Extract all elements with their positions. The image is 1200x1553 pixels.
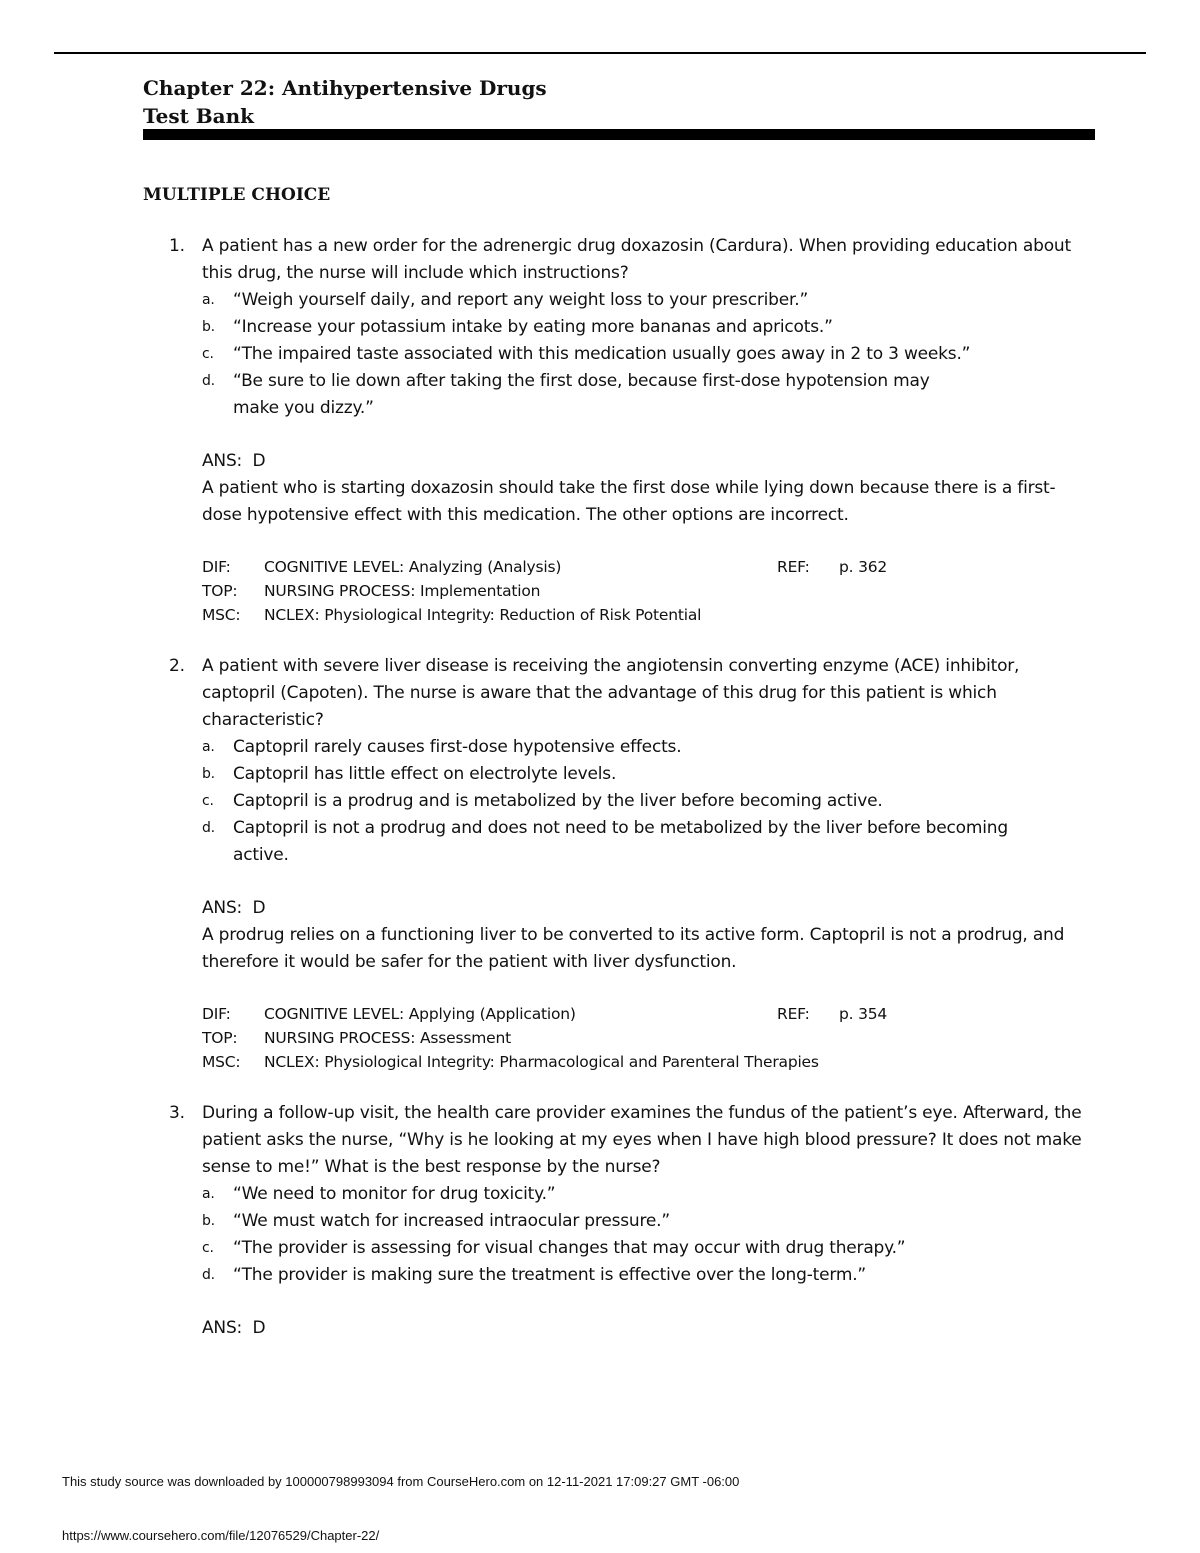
options-list — [202, 1181, 1093, 1289]
meta-msc: MSC: NCLEX: Physiological Integrity: Reduction of Risk Potential — [202, 606, 702, 624]
question-stem: A patient has a new order for the adrenergic drug doxazosin (Cardura). When providing education about this drug, the nurse will include which instructions? — [202, 236, 1071, 283]
option-letter: b. — [202, 766, 215, 782]
option-text: “The provider is making sure the treatment is effective over the long-term.” — [233, 1265, 867, 1285]
option-text: Captopril has little effect on electrolyte levels. — [233, 764, 617, 784]
msc-value: NCLEX: Physiological Integrity: Reduction of Risk Potential — [264, 606, 702, 624]
option-text: “Weigh yourself daily, and report any weight loss to your prescriber.” — [233, 290, 809, 310]
option-letter: c. — [202, 1240, 214, 1256]
option-d — [202, 1262, 1093, 1289]
question-metadata — [202, 555, 1093, 627]
option-text: Captopril is not a prodrug and does not need to be metabolized by the liver before becoming active. — [233, 818, 1008, 865]
option-text: “The impaired taste associated with this medication usually goes away in 2 to 3 weeks.” — [233, 344, 971, 364]
option-letter: c. — [202, 793, 214, 809]
option-text: Captopril is a prodrug and is metabolized by the liver before becoming active. — [233, 791, 883, 811]
chapter-title: Chapter 22: Antihypertensive Drugs — [143, 76, 547, 100]
dif-value: COGNITIVE LEVEL: Analyzing (Analysis) — [264, 558, 562, 576]
option-d — [202, 368, 1093, 422]
option-b — [202, 314, 1093, 341]
option-text: Captopril rarely causes first-dose hypotensive effects. — [233, 737, 682, 757]
option-letter: a. — [202, 292, 215, 308]
rationale: A patient who is starting doxazosin should take the first dose while lying down because there is a first-dose hypotensive effect with this medication. The other options are incorrect. — [202, 478, 1056, 525]
top-value: NURSING PROCESS: Assessment — [264, 1029, 511, 1047]
answer-line — [202, 895, 1093, 922]
answer-label: ANS: — [202, 451, 243, 471]
option-text: “We need to monitor for drug toxicity.” — [233, 1184, 556, 1204]
question-number: 3. — [169, 1103, 185, 1123]
meta-msc: MSC: NCLEX: Physiological Integrity: Pharmacological and Parenteral Therapies — [202, 1053, 819, 1071]
option-text: “The provider is assessing for visual changes that may occur with drug therapy.” — [233, 1238, 906, 1258]
ref-value: p. 362 — [839, 558, 888, 576]
meta-ref: REF: p. 354 — [777, 1005, 888, 1023]
chapter-subtitle: Test Bank — [143, 104, 255, 128]
answer-label: ANS: — [202, 1318, 243, 1338]
answer-value: D — [252, 451, 266, 471]
answer-label: ANS: — [202, 898, 243, 918]
option-d — [202, 815, 1093, 869]
meta-top: TOP: NURSING PROCESS: Implementation — [202, 582, 541, 600]
option-letter: a. — [202, 1186, 215, 1202]
option-letter: b. — [202, 319, 215, 335]
option-letter: d. — [202, 1267, 215, 1283]
question-3 — [143, 1100, 1093, 1342]
option-b — [202, 761, 1093, 788]
meta-ref: REF: p. 362 — [777, 558, 888, 576]
question-number: 1. — [169, 236, 185, 256]
question-2 — [143, 653, 1093, 1074]
option-c — [202, 341, 1093, 368]
option-text: “Be sure to lie down after taking the first dose, because first-dose hypotension may make you dizzy.” — [233, 371, 930, 418]
document-header — [143, 74, 547, 130]
options-list — [202, 287, 1093, 422]
ref-value: p. 354 — [839, 1005, 888, 1023]
option-letter: a. — [202, 739, 215, 755]
option-letter: b. — [202, 1213, 215, 1229]
answer-line — [202, 448, 1093, 475]
option-a — [202, 1181, 1093, 1208]
option-b — [202, 1208, 1093, 1235]
answer-value: D — [252, 898, 266, 918]
option-letter: d. — [202, 820, 215, 836]
question-1 — [143, 233, 1093, 627]
option-text: “We must watch for increased intraocular pressure.” — [233, 1211, 670, 1231]
question-stem: A patient with severe liver disease is receiving the angiotensin converting enzyme (ACE) inhibitor, captopril (Capoten). The nurse is aware that the advantage of this drug for this patient is which characteristic? — [202, 656, 1020, 730]
option-c — [202, 788, 1093, 815]
footer-source-note: This study source was downloaded by 100000798993094 from CourseHero.com on 12-11-2021 17:09:27 GMT -06:00 — [62, 1474, 740, 1489]
option-text: “Increase your potassium intake by eating more bananas and apricots.” — [233, 317, 833, 337]
msc-value: NCLEX: Physiological Integrity: Pharmacological and Parenteral Therapies — [264, 1053, 819, 1071]
option-a — [202, 734, 1093, 761]
top-value: NURSING PROCESS: Implementation — [264, 582, 541, 600]
question-stem: During a follow-up visit, the health care provider examines the fundus of the patient’s eye. Afterward, the patient asks the nurse, “Why is he looking at my eyes when I have high blood pressure? It does not make sense to me!” What is the best response by the nurse? — [202, 1103, 1082, 1177]
top-rule — [54, 52, 1146, 54]
option-letter: d. — [202, 373, 215, 389]
rationale: A prodrug relies on a functioning liver to be converted to its active form. Captopril is not a prodrug, and therefore it would be safer for the patient with liver dysfunction. — [202, 925, 1065, 972]
answer-value: D — [252, 1318, 266, 1338]
option-letter: c. — [202, 346, 214, 362]
question-number: 2. — [169, 656, 185, 676]
section-title: MULTIPLE CHOICE — [143, 185, 331, 205]
option-a — [202, 287, 1093, 314]
dif-value: COGNITIVE LEVEL: Applying (Application) — [264, 1005, 576, 1023]
meta-top: TOP: NURSING PROCESS: Assessment — [202, 1029, 511, 1047]
answer-line — [202, 1315, 1093, 1342]
footer-url[interactable]: https://www.coursehero.com/file/12076529/Chapter-22/ — [62, 1528, 380, 1543]
meta-dif: DIF: COGNITIVE LEVEL: Analyzing (Analysis) REF: p. 362 — [202, 555, 1093, 579]
meta-dif: DIF: COGNITIVE LEVEL: Applying (Application) REF: p. 354 — [202, 1002, 1093, 1026]
question-metadata — [202, 1002, 1093, 1074]
questions-list — [143, 233, 1093, 1342]
header-rule — [143, 129, 1095, 140]
options-list — [202, 734, 1093, 869]
option-c — [202, 1235, 1093, 1262]
